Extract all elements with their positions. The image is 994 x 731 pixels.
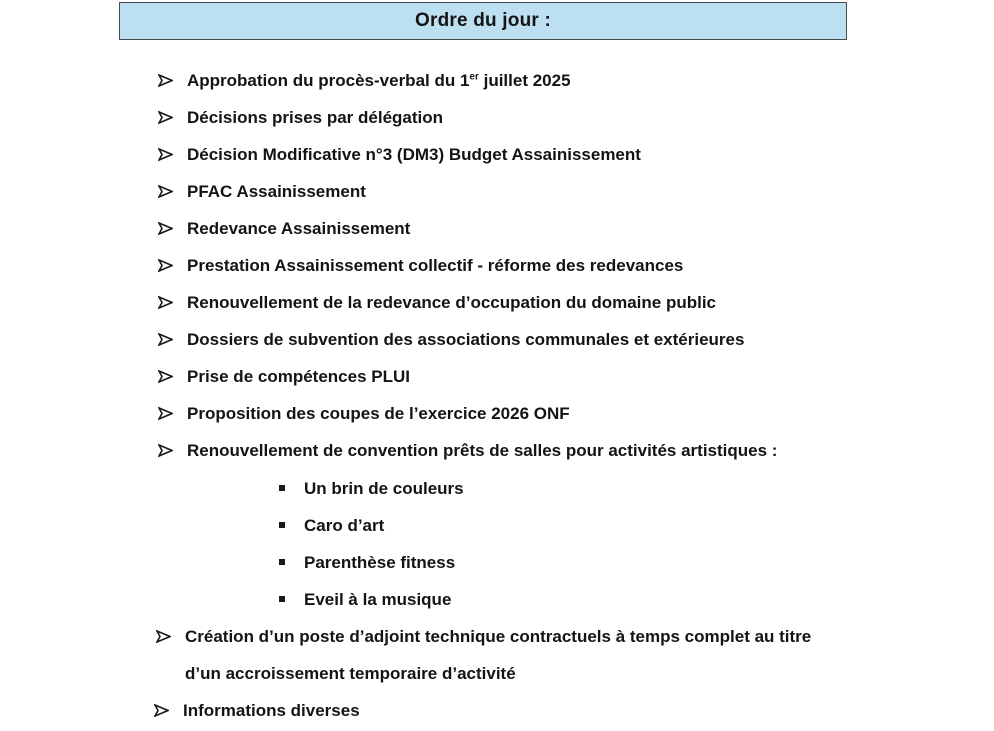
agenda-item-text: Informations diverses bbox=[183, 701, 360, 720]
agenda-item-continuation: d’un accroissement temporaire d’activité bbox=[185, 664, 516, 683]
agenda-item-text: Renouvellement de convention prêts de salles pour activités artistiques : bbox=[187, 441, 778, 460]
agenda-item bbox=[158, 71, 571, 91]
agenda-item-text: Approbation du procès-verbal du 1er juillet 2025 bbox=[187, 71, 571, 90]
agenda-item bbox=[158, 182, 366, 202]
agenda-subitem-text: Un brin de couleurs bbox=[304, 479, 464, 498]
agenda-item bbox=[158, 219, 410, 239]
square-bullet-icon bbox=[279, 596, 285, 602]
arrow-bullet-icon bbox=[154, 704, 169, 717]
agenda-item-text: Prise de compétences PLUI bbox=[187, 367, 410, 386]
agenda-subitem bbox=[279, 590, 451, 610]
arrow-bullet-icon bbox=[158, 74, 173, 87]
agenda-subitem-text: Caro d’art bbox=[304, 516, 385, 535]
agenda-item bbox=[158, 293, 716, 313]
agenda-item bbox=[154, 701, 360, 721]
square-bullet-icon bbox=[279, 559, 285, 565]
square-bullet-icon bbox=[279, 522, 285, 528]
arrow-bullet-icon bbox=[158, 222, 173, 235]
page-title: Ordre du jour : bbox=[415, 10, 551, 31]
arrow-bullet-icon bbox=[158, 185, 173, 198]
agenda-item-text: Décision Modificative n°3 (DM3) Budget Assainissement bbox=[187, 145, 641, 164]
agenda-item-text: Création d’un poste d’adjoint technique contractuels à temps complet au titre bbox=[185, 627, 812, 646]
arrow-bullet-icon bbox=[158, 148, 173, 161]
agenda-item bbox=[158, 145, 641, 165]
arrow-bullet-icon bbox=[158, 407, 173, 420]
agenda-item-text: PFAC Assainissement bbox=[187, 182, 366, 201]
agenda-item bbox=[158, 108, 443, 128]
agenda-subitem bbox=[279, 479, 464, 499]
agenda-item bbox=[158, 330, 744, 350]
agenda-item-text: Renouvellement de la redevance d’occupation du domaine public bbox=[187, 293, 717, 312]
arrow-bullet-icon bbox=[158, 111, 173, 124]
agenda-subitem-text: Eveil à la musique bbox=[304, 590, 452, 609]
agenda-item-text: Décisions prises par délégation bbox=[187, 108, 444, 127]
agenda-subitem bbox=[279, 516, 384, 536]
arrow-bullet-icon bbox=[158, 444, 173, 457]
agenda-item bbox=[158, 367, 410, 387]
square-bullet-icon bbox=[279, 485, 285, 491]
agenda-item bbox=[158, 441, 777, 461]
agenda-item bbox=[158, 404, 570, 424]
agenda-item-text: Dossiers de subvention des associations communales et extérieures bbox=[187, 330, 745, 349]
agenda-item bbox=[156, 627, 811, 647]
agenda-subitem-text: Parenthèse fitness bbox=[304, 553, 456, 572]
arrow-bullet-icon bbox=[158, 259, 173, 272]
agenda-item-text: Prestation Assainissement collectif - réforme des redevances bbox=[187, 256, 684, 275]
agenda-item-text: Proposition des coupes de l’exercice 2026 ONF bbox=[187, 404, 570, 423]
arrow-bullet-icon bbox=[158, 296, 173, 309]
agenda-subitem bbox=[279, 553, 455, 573]
arrow-bullet-icon bbox=[156, 630, 171, 643]
arrow-bullet-icon bbox=[158, 333, 173, 346]
agenda-item bbox=[158, 256, 683, 276]
arrow-bullet-icon bbox=[158, 370, 173, 383]
agenda-item-text: Redevance Assainissement bbox=[187, 219, 411, 238]
